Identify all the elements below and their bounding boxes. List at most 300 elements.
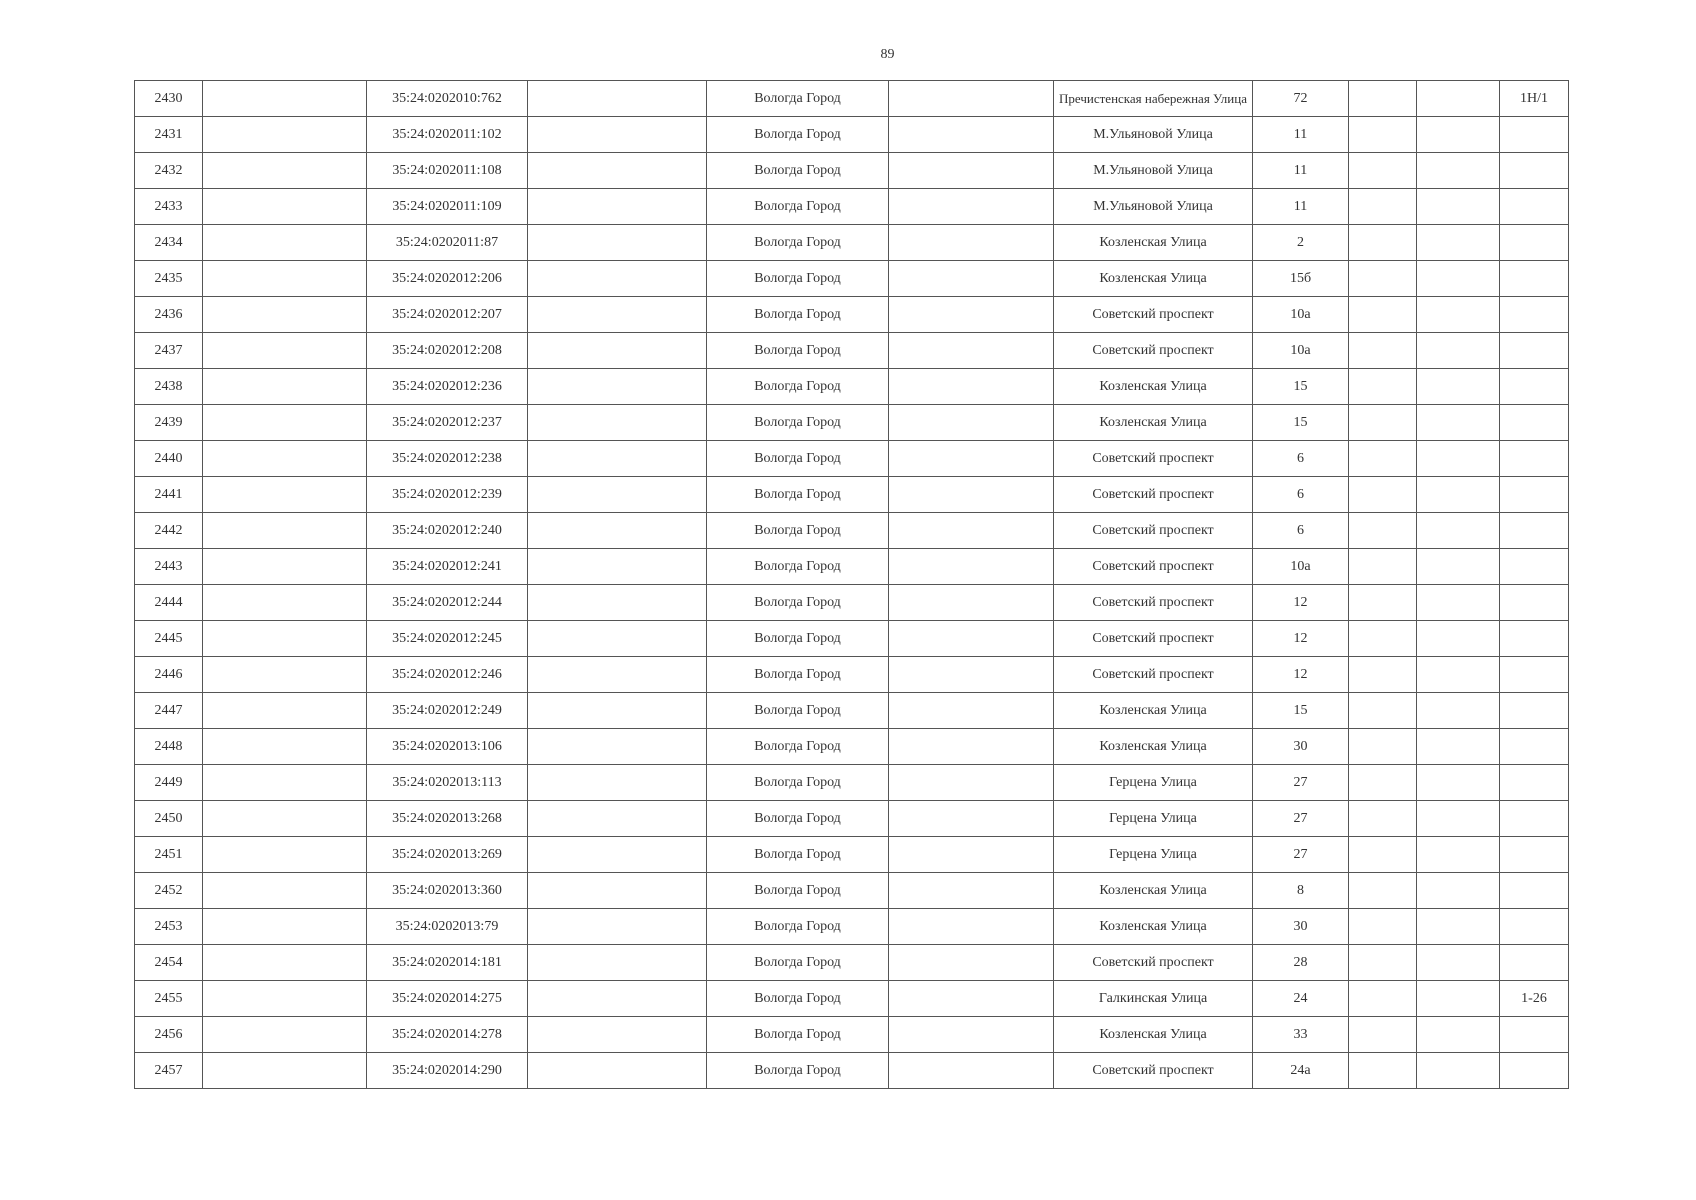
- empty-cell: [1417, 621, 1500, 657]
- table-row: [135, 441, 1569, 477]
- table-row: [135, 945, 1569, 981]
- locality-cell: Вологда Город: [707, 225, 889, 261]
- table-row: [135, 153, 1569, 189]
- empty-cell: [203, 981, 367, 1017]
- street-cell: Козленская Улица: [1054, 369, 1253, 405]
- table-row: [135, 585, 1569, 621]
- locality-cell: Вологда Город: [707, 729, 889, 765]
- locality-cell: Вологда Город: [707, 909, 889, 945]
- locality-cell: Вологда Город: [707, 441, 889, 477]
- row-number-cell: 2452: [135, 873, 203, 909]
- empty-cell: [203, 621, 367, 657]
- house-number-cell: 15: [1253, 369, 1349, 405]
- empty-cell: [203, 909, 367, 945]
- empty-cell: [1349, 225, 1417, 261]
- empty-cell: [1349, 873, 1417, 909]
- empty-cell: [203, 189, 367, 225]
- row-number-cell: 2454: [135, 945, 203, 981]
- empty-cell: [1417, 1053, 1500, 1089]
- row-number-cell: 2456: [135, 1017, 203, 1053]
- table-row: [135, 1017, 1569, 1053]
- table-row: [135, 477, 1569, 513]
- empty-cell: [889, 261, 1054, 297]
- empty-cell: [528, 621, 707, 657]
- empty-cell: [528, 261, 707, 297]
- table-row: [135, 1053, 1569, 1089]
- row-number-cell: 2442: [135, 513, 203, 549]
- empty-cell: [889, 981, 1054, 1017]
- empty-cell: [1349, 441, 1417, 477]
- row-number-cell: 2436: [135, 297, 203, 333]
- empty-cell: [1417, 225, 1500, 261]
- empty-cell: [528, 333, 707, 369]
- empty-cell: [1417, 405, 1500, 441]
- empty-cell: [889, 333, 1054, 369]
- empty-cell: [203, 225, 367, 261]
- empty-cell: [889, 225, 1054, 261]
- row-number-cell: 2435: [135, 261, 203, 297]
- cadastral-number-cell: 35:24:0202014:275: [367, 981, 528, 1017]
- empty-cell: [1417, 945, 1500, 981]
- cadastral-number-cell: 35:24:0202012:246: [367, 657, 528, 693]
- empty-cell: [203, 405, 367, 441]
- empty-cell: [1349, 801, 1417, 837]
- street-cell: Советский проспект: [1054, 513, 1253, 549]
- street-cell: Советский проспект: [1054, 333, 1253, 369]
- street-cell: Советский проспект: [1054, 549, 1253, 585]
- locality-cell: Вологда Город: [707, 801, 889, 837]
- table-row: [135, 657, 1569, 693]
- empty-cell: [889, 81, 1054, 117]
- empty-cell: [889, 441, 1054, 477]
- row-number-cell: 2450: [135, 801, 203, 837]
- table-row: [135, 549, 1569, 585]
- apartment-cell: [1500, 837, 1569, 873]
- empty-cell: [1349, 405, 1417, 441]
- locality-cell: Вологда Город: [707, 981, 889, 1017]
- locality-cell: Вологда Город: [707, 765, 889, 801]
- empty-cell: [1417, 513, 1500, 549]
- cadastral-number-cell: 35:24:0202012:241: [367, 549, 528, 585]
- empty-cell: [889, 729, 1054, 765]
- empty-cell: [889, 405, 1054, 441]
- row-number-cell: 2457: [135, 1053, 203, 1089]
- registry-table-body: [135, 81, 1569, 1089]
- empty-cell: [528, 477, 707, 513]
- empty-cell: [1417, 477, 1500, 513]
- empty-cell: [528, 81, 707, 117]
- apartment-cell: [1500, 765, 1569, 801]
- row-number-cell: 2446: [135, 657, 203, 693]
- locality-cell: Вологда Город: [707, 945, 889, 981]
- empty-cell: [528, 117, 707, 153]
- locality-cell: Вологда Город: [707, 261, 889, 297]
- empty-cell: [528, 225, 707, 261]
- table-row: [135, 117, 1569, 153]
- apartment-cell: [1500, 117, 1569, 153]
- apartment-cell: [1500, 1053, 1569, 1089]
- empty-cell: [889, 621, 1054, 657]
- empty-cell: [1417, 297, 1500, 333]
- empty-cell: [1349, 117, 1417, 153]
- empty-cell: [528, 153, 707, 189]
- empty-cell: [203, 333, 367, 369]
- apartment-cell: 1Н/1: [1500, 81, 1569, 117]
- empty-cell: [528, 549, 707, 585]
- cadastral-number-cell: 35:24:0202013:113: [367, 765, 528, 801]
- cadastral-number-cell: 35:24:0202012:249: [367, 693, 528, 729]
- table-row: [135, 729, 1569, 765]
- street-cell: Герцена Улица: [1054, 765, 1253, 801]
- street-cell: Козленская Улица: [1054, 261, 1253, 297]
- empty-cell: [1349, 729, 1417, 765]
- empty-cell: [203, 765, 367, 801]
- cadastral-number-cell: 35:24:0202014:290: [367, 1053, 528, 1089]
- empty-cell: [1349, 477, 1417, 513]
- empty-cell: [528, 369, 707, 405]
- house-number-cell: 12: [1253, 621, 1349, 657]
- empty-cell: [1349, 261, 1417, 297]
- empty-cell: [1417, 369, 1500, 405]
- empty-cell: [1417, 729, 1500, 765]
- locality-cell: Вологда Город: [707, 405, 889, 441]
- house-number-cell: 10а: [1253, 549, 1349, 585]
- table-row: [135, 765, 1569, 801]
- empty-cell: [889, 801, 1054, 837]
- empty-cell: [528, 1053, 707, 1089]
- cadastral-number-cell: 35:24:0202012:245: [367, 621, 528, 657]
- empty-cell: [1349, 945, 1417, 981]
- empty-cell: [203, 729, 367, 765]
- table-row: [135, 225, 1569, 261]
- empty-cell: [1349, 1017, 1417, 1053]
- empty-cell: [1417, 585, 1500, 621]
- empty-cell: [889, 873, 1054, 909]
- empty-cell: [528, 729, 707, 765]
- cadastral-number-cell: 35:24:0202012:236: [367, 369, 528, 405]
- apartment-cell: [1500, 873, 1569, 909]
- row-number-cell: 2443: [135, 549, 203, 585]
- street-cell: Советский проспект: [1054, 621, 1253, 657]
- apartment-cell: [1500, 909, 1569, 945]
- empty-cell: [1349, 1053, 1417, 1089]
- empty-cell: [1417, 1017, 1500, 1053]
- cadastral-number-cell: 35:24:0202012:207: [367, 297, 528, 333]
- empty-cell: [1417, 189, 1500, 225]
- street-cell: Советский проспект: [1054, 297, 1253, 333]
- empty-cell: [528, 693, 707, 729]
- empty-cell: [1349, 909, 1417, 945]
- row-number-cell: 2441: [135, 477, 203, 513]
- empty-cell: [203, 477, 367, 513]
- empty-cell: [1417, 909, 1500, 945]
- street-cell: М.Ульяновой Улица: [1054, 189, 1253, 225]
- apartment-cell: [1500, 513, 1569, 549]
- table-row: [135, 513, 1569, 549]
- empty-cell: [889, 945, 1054, 981]
- empty-cell: [528, 801, 707, 837]
- house-number-cell: 15: [1253, 693, 1349, 729]
- empty-cell: [528, 513, 707, 549]
- street-cell: М.Ульяновой Улица: [1054, 117, 1253, 153]
- empty-cell: [1349, 837, 1417, 873]
- cadastral-number-cell: 35:24:0202012:239: [367, 477, 528, 513]
- apartment-cell: [1500, 621, 1569, 657]
- house-number-cell: 15б: [1253, 261, 1349, 297]
- empty-cell: [889, 189, 1054, 225]
- empty-cell: [1417, 153, 1500, 189]
- empty-cell: [1417, 441, 1500, 477]
- row-number-cell: 2448: [135, 729, 203, 765]
- house-number-cell: 27: [1253, 801, 1349, 837]
- page-number: 89: [880, 47, 895, 62]
- cadastral-number-cell: 35:24:0202011:109: [367, 189, 528, 225]
- empty-cell: [889, 549, 1054, 585]
- empty-cell: [1349, 657, 1417, 693]
- cadastral-number-cell: 35:24:0202012:244: [367, 585, 528, 621]
- apartment-cell: [1500, 801, 1569, 837]
- house-number-cell: 11: [1253, 153, 1349, 189]
- row-number-cell: 2430: [135, 81, 203, 117]
- house-number-cell: 6: [1253, 441, 1349, 477]
- cadastral-number-cell: 35:24:0202011:102: [367, 117, 528, 153]
- house-number-cell: 33: [1253, 1017, 1349, 1053]
- locality-cell: Вологда Город: [707, 585, 889, 621]
- empty-cell: [1349, 189, 1417, 225]
- empty-cell: [528, 441, 707, 477]
- empty-cell: [1417, 837, 1500, 873]
- street-cell: Козленская Улица: [1054, 225, 1253, 261]
- street-cell: Герцена Улица: [1054, 801, 1253, 837]
- empty-cell: [889, 297, 1054, 333]
- locality-cell: Вологда Город: [707, 297, 889, 333]
- row-number-cell: 2440: [135, 441, 203, 477]
- locality-cell: Вологда Город: [707, 1053, 889, 1089]
- empty-cell: [1349, 981, 1417, 1017]
- locality-cell: Вологда Город: [707, 1017, 889, 1053]
- street-cell: Советский проспект: [1054, 657, 1253, 693]
- house-number-cell: 30: [1253, 909, 1349, 945]
- house-number-cell: 11: [1253, 117, 1349, 153]
- empty-cell: [1349, 333, 1417, 369]
- locality-cell: Вологда Город: [707, 117, 889, 153]
- empty-cell: [889, 837, 1054, 873]
- empty-cell: [1417, 981, 1500, 1017]
- apartment-cell: [1500, 297, 1569, 333]
- empty-cell: [1417, 261, 1500, 297]
- locality-cell: Вологда Город: [707, 549, 889, 585]
- locality-cell: Вологда Город: [707, 189, 889, 225]
- cadastral-number-cell: 35:24:0202014:181: [367, 945, 528, 981]
- table-row: [135, 693, 1569, 729]
- street-cell: Козленская Улица: [1054, 909, 1253, 945]
- street-cell: М.Ульяновой Улица: [1054, 153, 1253, 189]
- empty-cell: [528, 657, 707, 693]
- house-number-cell: 30: [1253, 729, 1349, 765]
- street-cell: Козленская Улица: [1054, 693, 1253, 729]
- empty-cell: [889, 117, 1054, 153]
- apartment-cell: [1500, 693, 1569, 729]
- empty-cell: [203, 441, 367, 477]
- street-cell: Козленская Улица: [1054, 873, 1253, 909]
- locality-cell: Вологда Город: [707, 837, 889, 873]
- cadastral-number-cell: 35:24:0202011:87: [367, 225, 528, 261]
- empty-cell: [889, 153, 1054, 189]
- empty-cell: [203, 297, 367, 333]
- empty-cell: [1417, 657, 1500, 693]
- empty-cell: [203, 81, 367, 117]
- empty-cell: [203, 693, 367, 729]
- cadastral-number-cell: 35:24:0202013:106: [367, 729, 528, 765]
- cadastral-number-cell: 35:24:0202012:240: [367, 513, 528, 549]
- table-row: [135, 873, 1569, 909]
- house-number-cell: 11: [1253, 189, 1349, 225]
- apartment-cell: [1500, 1017, 1569, 1053]
- cadastral-number-cell: 35:24:0202010:762: [367, 81, 528, 117]
- empty-cell: [1417, 801, 1500, 837]
- empty-cell: [528, 297, 707, 333]
- street-cell: Советский проспект: [1054, 477, 1253, 513]
- apartment-cell: [1500, 153, 1569, 189]
- house-number-cell: 12: [1253, 585, 1349, 621]
- empty-cell: [1349, 549, 1417, 585]
- cadastral-number-cell: 35:24:0202013:268: [367, 801, 528, 837]
- empty-cell: [203, 837, 367, 873]
- street-cell: Советский проспект: [1054, 585, 1253, 621]
- street-cell: Галкинская Улица: [1054, 981, 1253, 1017]
- empty-cell: [889, 765, 1054, 801]
- table-row: [135, 801, 1569, 837]
- empty-cell: [203, 873, 367, 909]
- row-number-cell: 2439: [135, 405, 203, 441]
- house-number-cell: 6: [1253, 513, 1349, 549]
- cadastral-number-cell: 35:24:0202014:278: [367, 1017, 528, 1053]
- row-number-cell: 2432: [135, 153, 203, 189]
- empty-cell: [203, 261, 367, 297]
- empty-cell: [1349, 297, 1417, 333]
- table-row: [135, 981, 1569, 1017]
- table-row: [135, 837, 1569, 873]
- row-number-cell: 2449: [135, 765, 203, 801]
- locality-cell: Вологда Город: [707, 873, 889, 909]
- empty-cell: [528, 585, 707, 621]
- empty-cell: [889, 1017, 1054, 1053]
- house-number-cell: 10а: [1253, 297, 1349, 333]
- house-number-cell: 2: [1253, 225, 1349, 261]
- table-row: [135, 297, 1569, 333]
- house-number-cell: 8: [1253, 873, 1349, 909]
- empty-cell: [1349, 621, 1417, 657]
- locality-cell: Вологда Город: [707, 477, 889, 513]
- street-cell: Козленская Улица: [1054, 405, 1253, 441]
- registry-table: [134, 80, 1569, 1089]
- empty-cell: [203, 945, 367, 981]
- empty-cell: [528, 1017, 707, 1053]
- locality-cell: Вологда Город: [707, 693, 889, 729]
- street-cell: Советский проспект: [1054, 1053, 1253, 1089]
- empty-cell: [1349, 153, 1417, 189]
- street-cell: Козленская Улица: [1054, 729, 1253, 765]
- apartment-cell: [1500, 657, 1569, 693]
- empty-cell: [1417, 873, 1500, 909]
- empty-cell: [889, 909, 1054, 945]
- empty-cell: [889, 477, 1054, 513]
- apartment-cell: [1500, 441, 1569, 477]
- empty-cell: [1349, 585, 1417, 621]
- house-number-cell: 27: [1253, 837, 1349, 873]
- empty-cell: [1349, 369, 1417, 405]
- apartment-cell: [1500, 405, 1569, 441]
- street-cell: Герцена Улица: [1054, 837, 1253, 873]
- house-number-cell: 28: [1253, 945, 1349, 981]
- empty-cell: [528, 945, 707, 981]
- empty-cell: [203, 369, 367, 405]
- table-row: [135, 333, 1569, 369]
- empty-cell: [203, 801, 367, 837]
- apartment-cell: [1500, 585, 1569, 621]
- locality-cell: Вологда Город: [707, 513, 889, 549]
- table-row: [135, 909, 1569, 945]
- street-cell: Советский проспект: [1054, 441, 1253, 477]
- empty-cell: [203, 513, 367, 549]
- empty-cell: [1417, 81, 1500, 117]
- empty-cell: [1417, 765, 1500, 801]
- house-number-cell: 24: [1253, 981, 1349, 1017]
- empty-cell: [889, 369, 1054, 405]
- locality-cell: Вологда Город: [707, 657, 889, 693]
- row-number-cell: 2431: [135, 117, 203, 153]
- row-number-cell: 2451: [135, 837, 203, 873]
- table-row: [135, 369, 1569, 405]
- empty-cell: [203, 1017, 367, 1053]
- row-number-cell: 2445: [135, 621, 203, 657]
- row-number-cell: 2433: [135, 189, 203, 225]
- empty-cell: [1417, 549, 1500, 585]
- apartment-cell: [1500, 945, 1569, 981]
- apartment-cell: 1-26: [1500, 981, 1569, 1017]
- table-row: [135, 405, 1569, 441]
- row-number-cell: 2444: [135, 585, 203, 621]
- empty-cell: [889, 657, 1054, 693]
- empty-cell: [889, 585, 1054, 621]
- house-number-cell: 6: [1253, 477, 1349, 513]
- empty-cell: [889, 693, 1054, 729]
- empty-cell: [889, 513, 1054, 549]
- empty-cell: [1349, 765, 1417, 801]
- apartment-cell: [1500, 549, 1569, 585]
- empty-cell: [1417, 117, 1500, 153]
- row-number-cell: 2437: [135, 333, 203, 369]
- house-number-cell: 72: [1253, 81, 1349, 117]
- empty-cell: [203, 117, 367, 153]
- row-number-cell: 2447: [135, 693, 203, 729]
- house-number-cell: 12: [1253, 657, 1349, 693]
- apartment-cell: [1500, 225, 1569, 261]
- table-row: [135, 189, 1569, 225]
- house-number-cell: 24а: [1253, 1053, 1349, 1089]
- cadastral-number-cell: 35:24:0202011:108: [367, 153, 528, 189]
- cadastral-number-cell: 35:24:0202012:238: [367, 441, 528, 477]
- apartment-cell: [1500, 189, 1569, 225]
- locality-cell: Вологда Город: [707, 81, 889, 117]
- empty-cell: [1417, 333, 1500, 369]
- empty-cell: [528, 873, 707, 909]
- cadastral-number-cell: 35:24:0202012:206: [367, 261, 528, 297]
- cadastral-number-cell: 35:24:0202013:269: [367, 837, 528, 873]
- cadastral-number-cell: 35:24:0202012:208: [367, 333, 528, 369]
- house-number-cell: 10а: [1253, 333, 1349, 369]
- apartment-cell: [1500, 477, 1569, 513]
